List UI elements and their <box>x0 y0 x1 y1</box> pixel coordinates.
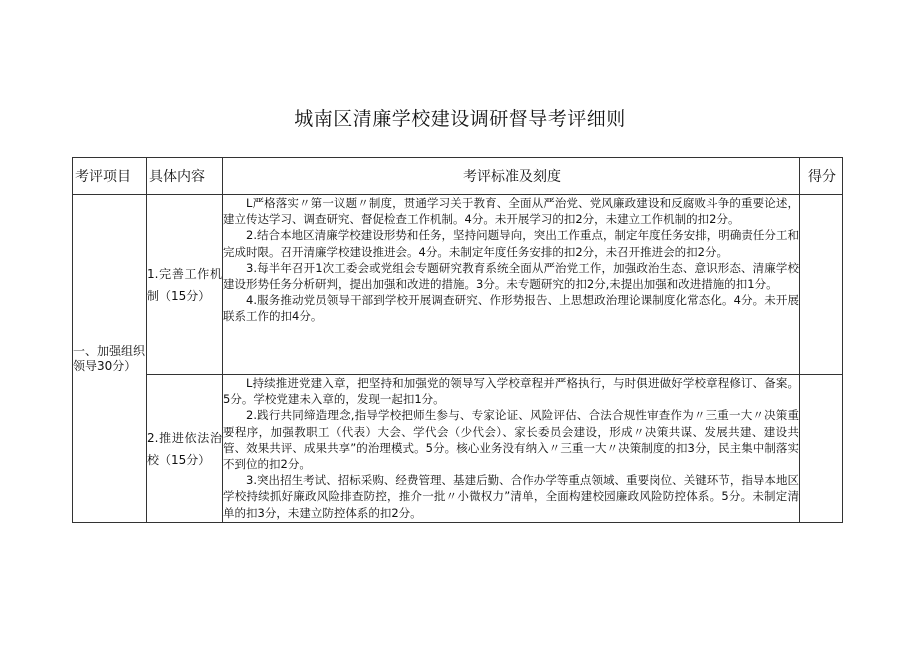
subitem-cell: 1.完善工作机制（15分） <box>147 195 223 375</box>
table-row <box>73 195 843 375</box>
evaluation-table <box>72 157 843 523</box>
document-title: 城南区清廉学校建设调研督导考评细则 <box>294 108 626 130</box>
criterion-text: 4.服务推动党员领导干部到学校开展调查研究、作形势报告、上思想政治理论课制度化常态化。4分。未开展联系工作的扣4分。 <box>223 293 799 324</box>
header-criteria: 考评标准及刻度 <box>223 158 800 195</box>
criterion-text: L持续推进党建入章，把坚持和加强党的领导写入学校章程并严格执行，与时俱进做好学校章程修订、备案。5分。学校党建未入章的，发现一起扣1分。 <box>223 376 799 407</box>
header-score: 得分 <box>800 158 843 195</box>
criteria-cell <box>223 195 800 375</box>
criterion-text: 2.结合本地区清廉学校建设形势和任务，坚持问题导向，突出工作重点，制定年度任务安排，明确责任分工和完成时限。召开清廉学校建设推进会。4分。未制定年度任务安排的扣2分，未召开推进会的扣2分。 <box>223 228 799 259</box>
header-content: 具体内容 <box>147 158 223 195</box>
criterion-text: 2.践行共同缔造理念,指导学校把师生参与、专家论证、风险评估、合法合规性审查作为〃三重一大〃决策重要程序，加强教职工（代表）大会、学代会（少代会）、家长委员会建设，形成〃决策共谋、发展共建、建设共管、效果共评、成果共享”的治理模式。5分。核心业务没有纳入〃三重一大〃决策制度的扣3分，民主集中制落实不到位的扣2分。 <box>223 408 799 472</box>
score-cell <box>800 195 843 375</box>
criteria-cell <box>223 375 800 523</box>
criterion-text: 3.每半年召开1次工委会或党组会专题研究教育系统全面从严治党工作，加强政治生态、意识形态、清廉学校建设形势任务分析研判，提出加强和改进的措施。3分。未专题研究的扣2分,未提出加强和改进措施的扣1分。 <box>223 260 799 292</box>
category-cell: 一、加强组织领导30分） <box>73 195 147 523</box>
criterion-text: L严格落实〃第一议题〃制度，贯通学习关于教育、全面从严治党、党风廉政建设和反腐败斗争的重要论述，建立传达学习、调查研究、督促检查工作机制。4分。未开展学习的扣2分，未建立工作机制的扣2分。 <box>223 196 799 227</box>
score-cell <box>800 375 843 523</box>
table-row <box>73 375 843 523</box>
header-row <box>73 158 843 195</box>
header-item: 考评项目 <box>73 158 147 195</box>
criterion-text: 3.突出招生考试、招标采购、经费管理、基建后勤、合作办学等重点领域、重要岗位、关键环节，指导本地区学校持续抓好廉政风险排查防控，推介一批〃小微权力”清单，全面构建校园廉政风险防控体系。5分。未制定清单的扣3分，未建立防控体系的扣2分。 <box>223 473 799 520</box>
subitem-cell: 2.推进依法治校（15分） <box>147 375 223 523</box>
